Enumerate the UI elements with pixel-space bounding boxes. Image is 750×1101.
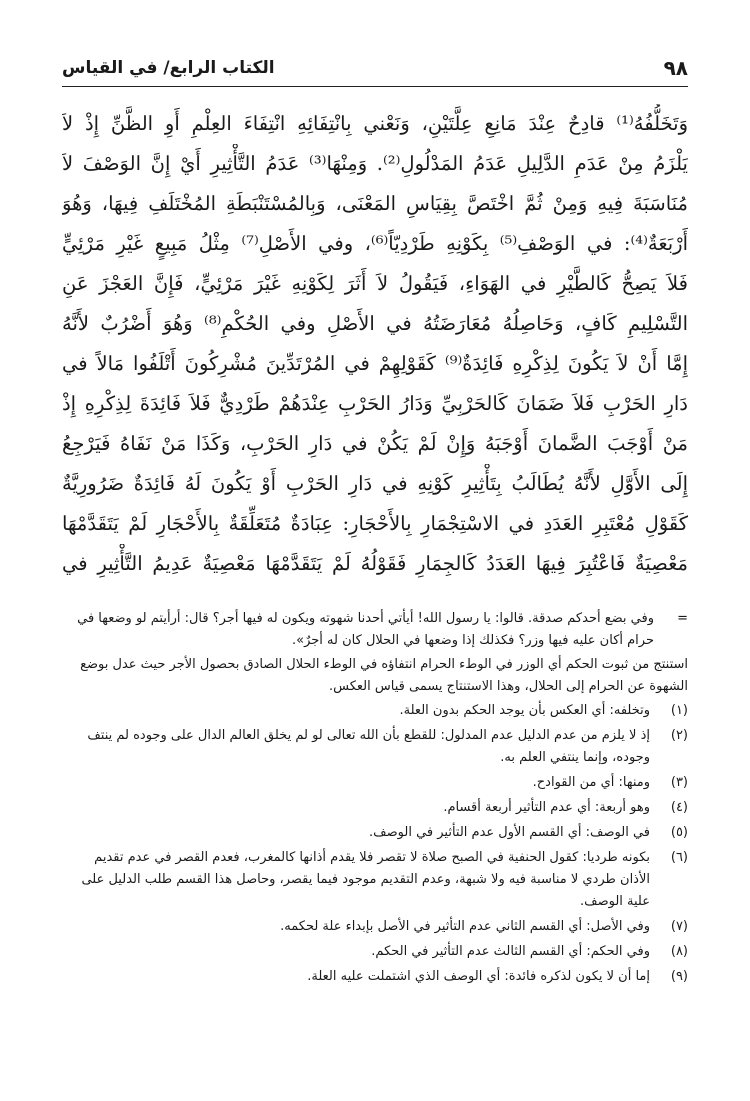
- text-line: يَلْزَمُ مِنْ عَدَمِ الدَّلِيلِ عَدَمُ المَدْلُولِ⁽²⁾. وَمِنْهَا⁽³⁾ عَدَمُ التَّأْثِيرِ أَيْ إِنَّ الوَصْفَ لاَ: [62, 152, 688, 175]
- text-line: كَقَوْلِ مُعْتَبِرِ العَدَدِ في الاسْتِجْمَارِ بِالأَحْجَارِ: عِبَادَةٌ مُتَعَلِّقَةٌ بِالأَحْجَارِ لَمْ يَتَقَدَّمْهَا: [62, 512, 688, 535]
- continuation-text: وفي بضع أحدكم صدقة. قالوا: يا رسول الله! أيأتي أحدنا شهوته ويكون له فيها أجر؟ قال: أرأيتم لو وضعها في حرام أكان عليه فيها وزر؟ فكذلك إذا وضعها في الحلال كان له أجرٌ».: [77, 611, 654, 648]
- footnote-paragraph: استنتج من ثبوت الحكم أي الوزر في الوطء الحرام انتفاؤه في الوطء الحلال الصادق بحصول الأجر حيث عدل بوضع الشهوة عن الحرام إلى الحلال، وهذا الاستنتاج يسمى قياس العكس.: [80, 657, 688, 694]
- running-title: الكتاب الرابع/ في القياس: [62, 58, 275, 78]
- page-number: ٩٨: [663, 56, 688, 80]
- footnote-text: إذ لا يلزم من عدم الدليل عدم المدلول: للقطع بأن الله تعالى لو لم يخلق العالم الدال على وجوده لم ينتف وجوده، وإنما ينتفي العلم به.: [87, 728, 650, 765]
- text-line: التَّسْلِيمِ كَافٍ، وَحَاصِلُهُ مُعَارَضَتُهُ في الأَصْلِ وفي الحُكْمِ⁽⁸⁾ وَهُوَ أَضْرُبٌ لأَنَّهُ: [62, 312, 688, 335]
- footnote-number: (٢): [670, 728, 688, 743]
- footnote: [62, 847, 688, 913]
- text-line: مُنَاسَبَةَ فِيهِ وَمِنْ ثُمَّ اخْتَصَّ بِقِيَاسِ المَعْنَى، وَبِالمُسْتَنْبَطَةِ المُخْتَلَفِ فِيهَا، وَهُوَ: [62, 192, 688, 215]
- footnote-text: في الوصف: أي القسم الأول عدم التأثير في الوصف.: [369, 825, 650, 840]
- footnote-number: (٥): [670, 825, 688, 840]
- footnote-number: (٨): [670, 944, 688, 959]
- footnote-number: (٩): [670, 969, 688, 984]
- text-line: فَلاَ يَصِحُّ كَالطَّيْرِ في الهَوَاءِ، فَيَقُولُ لاَ أَثَرَ لِكَوْنِهِ غَيْرَ مَرْئِيٍّ، فَإِنَّ العَجْزَ عَنِ: [62, 272, 688, 295]
- footnote: [62, 916, 688, 938]
- footnote: [62, 941, 688, 963]
- text-line: دَارِ الحَرْبِ فَلاَ ضَمَانَ كَالحَرْبِيِّ وَدَارُ الحَرْبِ عِنْدَهُمْ طَرْدِيٌّ فَلاَ فَائِدَةَ لِذِكْرِهِ إِذْ: [62, 392, 688, 415]
- footnote-text: وتخلفه: أي العكس بأن يوجد الحكم بدون العلة.: [399, 703, 650, 718]
- footnote-continuation: [62, 608, 688, 652]
- footnote: [62, 966, 688, 988]
- text-line: أَرْبَعَةٌ⁽⁴⁾: في الوَصْفِ⁽⁵⁾ بِكَوْنِهِ طَرْدِيّاً⁽⁶⁾، وفي الأَصْلِ⁽⁷⁾ مِثْلُ مَبِيعٍ غَيْرِ مَرْئِيٍّ: [62, 232, 688, 255]
- text-line: وَتَخَلُّفُهُ⁽¹⁾ قادِحٌ عِنْدَ مَانِعِ عِلَّتَيْنِ، وَنَعْني بِانْتِفَائِهِ انْتِفَاءَ العِلْمِ أَوِ الظَّنِّ إِذْ لاَ: [62, 112, 688, 135]
- footnote-text: وفي الأصل: أي القسم الثاني عدم التأثير في الأصل بإبداء علة لحكمه.: [280, 919, 650, 934]
- footnote: [62, 772, 688, 794]
- text-line: مَنْ أَوْجَبَ الضَّمانَ أَوْجَبَهُ وَإِنْ لَمْ يَكُنْ في دَارِ الحَرْبِ، وَكَذَا مَنْ نَفَاهُ فَيَرْجِعُ: [62, 432, 688, 455]
- text-line: إِلَى الأَوَّلِ لأَنَّهُ يُطَالَبُ بِتَأْثِيرِ كَوْنِهِ في دَارِ الحَرْبِ أَوْ يَكُونَ لَهُ فَائِدَةٌ ضَرُورِيَّةٌ: [62, 472, 688, 495]
- footnote: [62, 725, 688, 769]
- footnote-number: (٦): [670, 850, 688, 865]
- text-line: إِمَّا أَنْ لاَ يَكُونَ لِذِكْرِهِ فَائِدَةٌ⁽⁹⁾ كَقَوْلِهِمْ في المُرْتَدِّينَ مُشْرِكُونَ أَتْلَفُوا مَالاً في: [62, 352, 688, 375]
- footnote-text: إما أن لا يكون لذكره فائدة: أي الوصف الذي اشتملت عليه العلة.: [307, 969, 650, 984]
- footnote-number: (٣): [670, 775, 688, 790]
- text-line: مَعْصِيَةٌ فَاعْتُبِرَ فِيهَا العَدَدُ كَالجِمَارِ فَقَوْلُهُ لَمْ يَتَقَدَّمْهَا مَعْصِيَةٌ عَدِيمُ التَّأْثِيرِ في: [62, 552, 688, 575]
- footnote-text: ومنها: أي من القوادح.: [532, 775, 650, 790]
- footnote-number: (٤): [670, 800, 688, 815]
- footnotes: [62, 608, 688, 1048]
- footnote-number: (١): [670, 703, 688, 718]
- continuation-marker: =: [677, 611, 688, 626]
- footnote: [62, 797, 688, 819]
- footnote: [62, 822, 688, 844]
- footnote-text: وفي الحكم: أي القسم الثالث عدم التأثير في الحكم.: [371, 944, 650, 959]
- footnote-number: (٧): [670, 919, 688, 934]
- footnote: [62, 700, 688, 722]
- main-text: [62, 104, 688, 584]
- footnote-text: وهو أربعة: أي عدم التأثير أربعة أقسام.: [443, 800, 650, 815]
- footnote-text: بكونه طرديا: كقول الحنفية في الصبح صلاة لا تقصر فلا يقدم أذانها كالمغرب، فعدم القصر في عدم تقديم الأذان طردي لا مناسبة فيه ولا شبهة، وعدم التقديم موجود فيما يقصر، وحاصل هذا القسم طلب الدليل على علية الوصف.: [81, 850, 650, 909]
- page-header: [62, 56, 688, 87]
